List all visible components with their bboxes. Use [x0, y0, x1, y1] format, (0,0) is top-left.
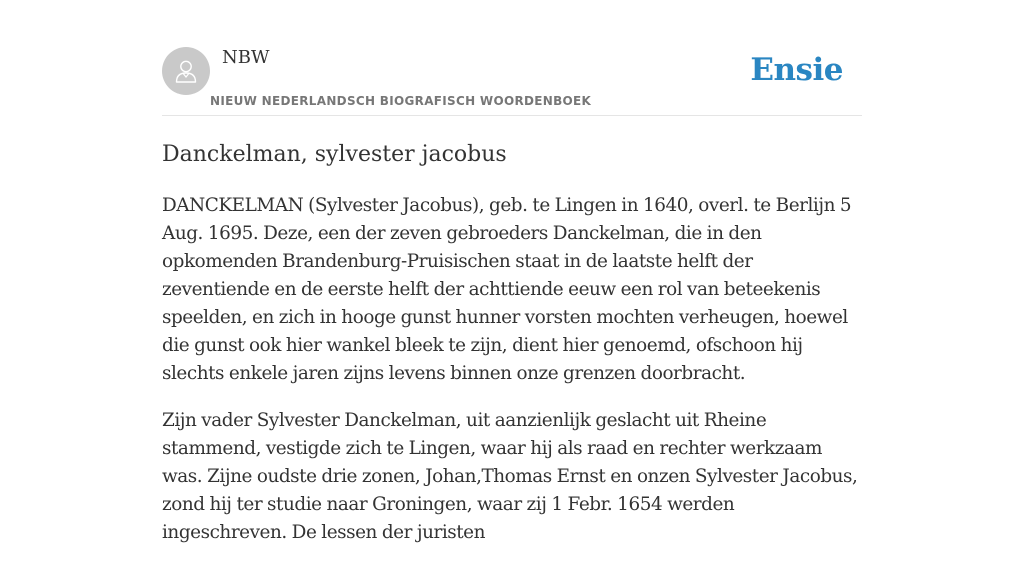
source-header	[162, 0, 862, 116]
source-name[interactable]: NBW	[222, 47, 270, 68]
content-column	[162, 0, 862, 543]
source-full-name[interactable]: NIEUW NEDERLANDSCH BIOGRAFISCH WOORDENBOEK	[210, 94, 592, 108]
brand-logo[interactable]: Ensie	[750, 52, 843, 88]
article-body	[162, 192, 862, 566]
article-paragraph: DANCKELMAN (Sylvester Jacobus), geb. te Lingen in 1640, overl. te Berlijn 5 Aug. 1695. Deze, een der zeven gebroeders Danckelman, die in den opkomenden Brandenburg-Pruisischen staat in de laatste helft der zeventiende en de eerste helft der achttiende eeuw een rol van beteekenis speelden, en zich in hooge gunst hunner vorsten mochten verheugen, hoewel die gunst ook hier wankel bleek te zijn, dient hier genoemd, ofschoon hij slechts enkele jaren zijns levens binnen onze grenzen doorbracht.	[162, 195, 852, 384]
user-icon	[171, 56, 201, 86]
source-avatar[interactable]	[162, 47, 210, 95]
article-title: Danckelman, sylvester jacobus	[162, 142, 507, 167]
article-paragraph: Zijn vader Sylvester Danckelman, uit aanzienlijk geslacht uit Rheine stammend, vestigde zich te Lingen, waar hij als raad en rechter werkzaam was. Zijne oudste drie zonen, Johan,Thomas Ernst en onzen Sylvester Jacobus, zond hij ter studie naar Groningen, waar zij 1 Febr. 1654 werden ingeschreven. De lessen der juristen	[162, 410, 858, 543]
